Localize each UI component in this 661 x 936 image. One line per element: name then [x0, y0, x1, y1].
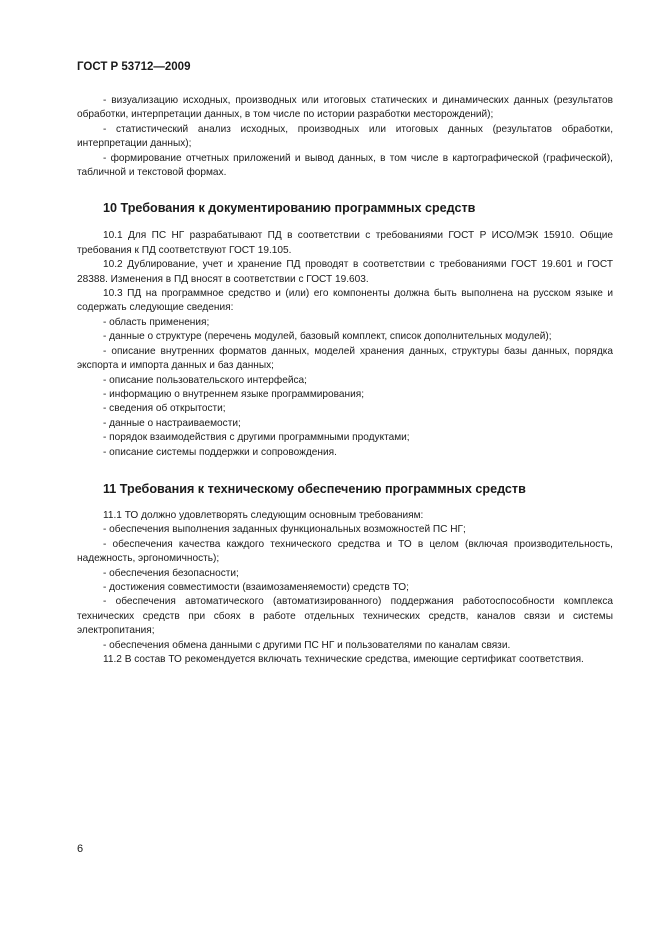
list-item: - статистический анализ исходных, производных или итоговых данных (результатов обработки, интерпретации данных); — [77, 123, 613, 150]
list-item: - обеспечения обмена данными с другими ПС НГ и пользователями по каналам связи. — [103, 639, 511, 651]
list-item: - данные о настраиваемости; — [103, 417, 241, 429]
paragraph: 10.3 ПД на программное средство и (или) его компоненты должна быть выполнена на русском языке и содержать следующие сведения: — [77, 288, 613, 314]
paragraph: 10.1 Для ПС НГ разрабатывают ПД в соответствии с требованиями ГОСТ Р ИСО/МЭК 15910. Общие требования к ПД соответствуют ГОСТ 19.105. — [77, 230, 613, 256]
paragraph: 11.2 В состав ТО рекомендуется включать технические средства, имеющие сертификат соответствия. — [103, 654, 584, 665]
paragraph: 11.1 ТО должно удовлетворять следующим основным требованиям: — [103, 509, 424, 521]
list-item: - обеспечения качества каждого технического средства и ТО в целом (включая производительность, надежность, эргономичность); — [77, 538, 613, 565]
section-11-heading: 11 Требования к техническому обеспечению программных средств — [103, 481, 526, 496]
list-item: - сведения об открытости; — [103, 403, 226, 415]
list-item: - область применения; — [103, 316, 210, 328]
list-item: - описание системы поддержки и сопровождения. — [103, 446, 337, 458]
paragraph: 10.2 Дублирование, учет и хранение ПД проводят в соответствии с требованиями ГОСТ 19.601 и ГОСТ 28388. Изменения в ПД вносят в соответствии с ГОСТ 19.603. — [77, 259, 613, 285]
list-item: - обеспечения выполнения заданных функциональных возможностей ПС НГ; — [103, 524, 466, 536]
document-code-header: ГОСТ Р 53712—2009 — [77, 61, 191, 73]
list-item: - обеспечения безопасности; — [103, 567, 239, 579]
list-item: - порядок взаимодействия с другими программными продуктами; — [103, 432, 410, 444]
list-item: - визуализацию исходных, производных или итоговых статических и динамических данных (результатов обработки, интерпретации данных, в том числе по истории разработки месторождений); — [77, 95, 613, 121]
list-item: - данные о структуре (перечень модулей, базовый комплект, список дополнительных модулей); — [103, 331, 552, 343]
list-item: - обеспечения автоматического (автоматизированного) поддержания работоспособности комплекса технических средств при сбоях в работе отдельных технических средств, каналов связи и системы электропитания; — [77, 596, 613, 637]
page-content — [77, 94, 613, 667]
section-10-heading: 10 Требования к документированию программных средств — [103, 201, 476, 216]
page-number: 6 — [77, 843, 84, 855]
list-item: - формирование отчетных приложений и вывод данных, в том числе в картографической (графической), табличной и текстовой формах. — [77, 152, 613, 179]
list-item: - описание пользовательского интерфейса; — [103, 374, 307, 386]
list-item: - информацию о внутреннем языке программирования; — [103, 388, 365, 400]
list-item: - достижения совместимости (взаимозаменяемости) средств ТО; — [103, 581, 409, 593]
list-item: - описание внутренних форматов данных, моделей хранения данных, структуры базы данных, порядка экспорта и импорта данных и баз данных; — [77, 345, 613, 372]
